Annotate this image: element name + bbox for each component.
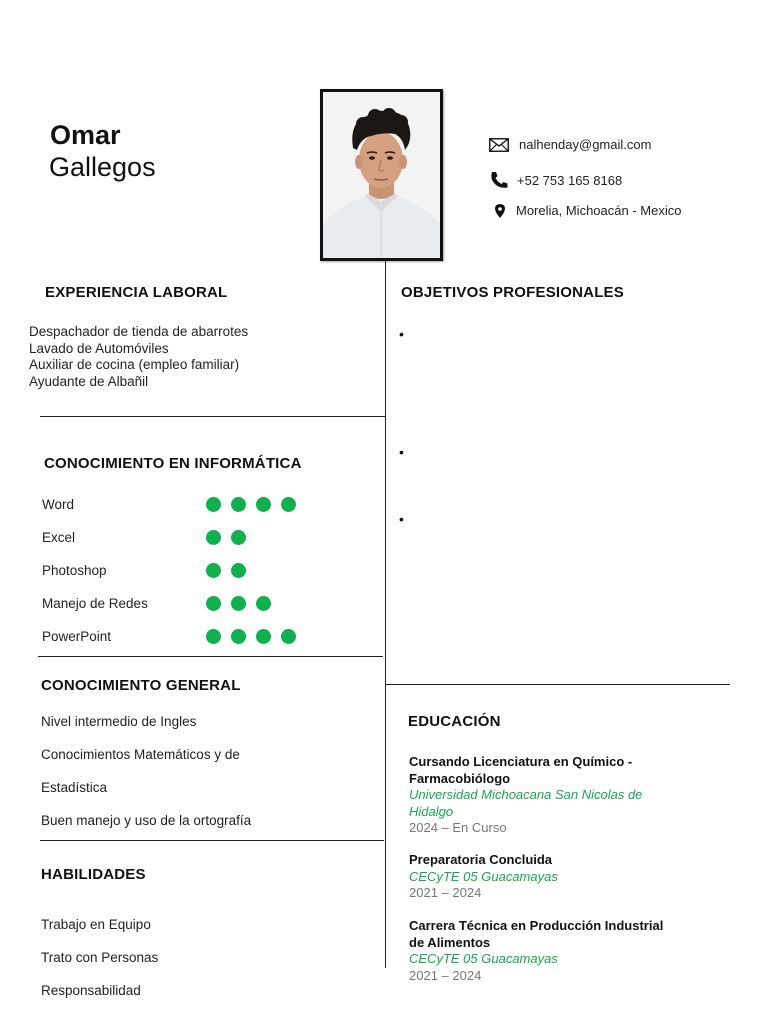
level-dot [231,596,246,611]
general-item: Buen manejo y uso de la ortografía [41,813,252,828]
phone-icon [489,171,513,189]
first-name: Omar [50,120,121,150]
abilities-title: HABILIDADES [41,866,146,883]
level-dot [231,563,246,578]
education-dates: 2024 – En Curso [409,820,507,835]
level-dot [206,497,221,512]
column-divider [385,260,386,968]
experience-item: Lavado de Automóviles [29,340,169,356]
level-dot [281,497,296,512]
contact-phone[interactable] [489,171,622,189]
general-title: CONOCIMIENTO GENERAL [41,677,241,694]
education-institution: Universidad Michoacana San Nicolas de [409,787,643,802]
level-dot [206,563,221,578]
experience-list [29,324,248,390]
email-text[interactable]: nalhenday@gmail.com [519,137,652,152]
education-institution: Hidalgo [409,803,454,819]
education-dates: 2021 – 2024 [409,885,482,900]
general-item: Conocimientos Matemáticos y de [41,747,240,762]
ability-item: Responsabilidad [41,983,141,998]
divider-line [40,416,385,417]
phone-text[interactable]: +52 753 165 8168 [517,172,623,188]
computing-title: CONOCIMIENTO EN INFORMÁTICA [44,455,302,472]
objectives-title: OBJETIVOS PROFESIONALES [401,284,624,301]
level-dot [256,629,271,644]
location-pin-icon [489,204,513,218]
experience-item: Ayudante de Albañil [29,373,149,389]
skill-label: Word [42,496,75,512]
skill-level-dots [206,497,296,512]
skill-label: PowerPoint [42,628,112,644]
mail-icon [489,138,513,152]
objective-bullet: • [399,511,404,527]
education-degree: Carrera Técnica en Producción Industrial [409,918,664,933]
divider-line [38,656,383,657]
education-degree: Preparatoria Concluida [409,852,553,867]
education-degree: Farmacobiólogo [409,770,511,786]
experience-item: Auxiliar de cocina (empleo familiar) [29,357,240,373]
level-dot [231,629,246,644]
education-institution: CECyTE 05 Guacamayas [409,868,558,884]
level-dot [281,629,296,644]
education-degree: Cursando Licenciatura en Químico - [409,754,633,769]
education-entry [409,918,709,984]
skill-label: Photoshop [42,562,107,578]
experience-item: Despachador de tienda de abarrotes [29,324,249,339]
divider-line [386,684,730,685]
objective-bullet: • [399,444,404,460]
skill-row [42,627,296,645]
level-dot [231,530,246,545]
general-item: Nivel intermedio de Ingles [41,714,197,729]
education-entry [409,852,709,902]
ability-item: Trabajo en Equipo [41,917,151,932]
general-item: Estadística [41,780,108,795]
level-dot [206,629,221,644]
ability-item: Trato con Personas [41,950,159,965]
experience-title: EXPERIENCIA LABORAL [45,284,228,301]
education-dates: 2021 – 2024 [409,967,482,983]
skill-row [42,495,296,513]
education-institution: CECyTE 05 Guacamayas [409,951,558,966]
level-dot [256,497,271,512]
skill-level-dots [206,530,246,545]
profile-photo [320,89,443,261]
level-dot [206,530,221,545]
level-dot [256,596,271,611]
skill-level-dots [206,629,296,644]
skill-label: Manejo de Redes [42,595,148,611]
location-text: Morelia, Michoacán - Mexico [516,203,682,218]
divider-line [40,840,384,841]
objective-bullet: • [399,326,404,342]
skill-row [42,594,271,612]
education-entry [409,754,709,837]
last-name: Gallegos [49,152,156,182]
contact-location [489,203,681,218]
skill-level-dots [206,596,271,611]
skill-label: Excel [42,529,76,545]
skill-level-dots [206,563,246,578]
education-title: EDUCACIÓN [408,713,501,730]
level-dot [231,497,246,512]
education-degree: de Alimentos [409,934,491,950]
skill-row [42,561,246,579]
level-dot [206,596,221,611]
skill-row [42,528,246,546]
contact-email[interactable] [489,137,651,152]
